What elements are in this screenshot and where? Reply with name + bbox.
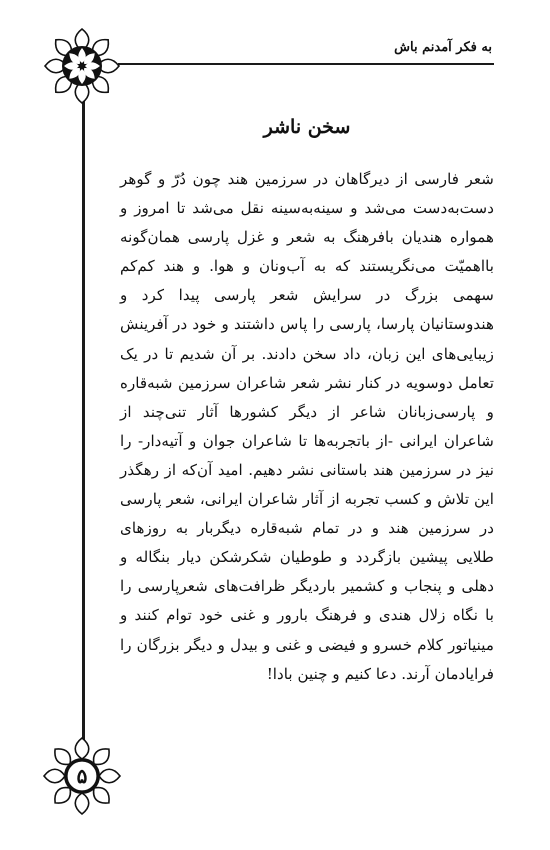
body-text [120,165,494,689]
page-number: ۵ [76,764,88,788]
rosette-ornament-icon [42,26,122,106]
header-rule [118,63,494,65]
page-title: سخن ناشر [263,116,351,138]
body-paragraph: شعر فارسی از دیرگاهان در سرزمین هند چون دُرّ و گوهر دست‌به‌دست می‌شد و سینه‌به‌سینه نقل می‌شد تا امروز و همواره هندیان بافرهنگ به شعر و غزل پارسی همان‌گونه بااهمیّت می‌نگریستند که به آب‌ونان و هوا. و هند کم‌کم سهمی بزرگ در سرایش شعر پارسی پیدا کرد و هندوستانیان پارسا، پارسی را پاس داشتند و خود در آفرینش زیبایی‌های این زبان، داد سخن دادند. بر آن شدیم تا در یک تعامل دوسویه در کنار نشر شعر شاعران سرزمین شبه‌قاره و پارسی‌زبانان شاعر از دیگر کشورها آثار تنی‌چند از شاعران ایرانی -از باتجربه‌ها تا شاعران جوان و آتیه‌دار- را نیز در سرزمین هند باستانی نشر دهیم. امید آن‌که از رهگذر این تلاش و کسب تجربه از آثار شاعران ایرانی، شعر پارسی در سرزمین هند و در تمام شبه‌قاره دیگربار به روزهای طلایی پیشین بازگردد و طوطیان شکرشکن دیار بنگاله و دهلی و پنجاب و کشمیر باردیگر ظرافت‌های شعرپارسی را با نگاه زلال هندی و فرهنگ بارور و غنی خود توام کنند و مینیاتور کلام خسرو و فیضی و غنی و بیدل و دیگر بزرگان را فرایادمان آرند. دعا کنیم و چنین بادا! [120,170,494,683]
running-head: به فکر آمدنم باش [394,40,492,55]
margin-rule [82,90,85,745]
